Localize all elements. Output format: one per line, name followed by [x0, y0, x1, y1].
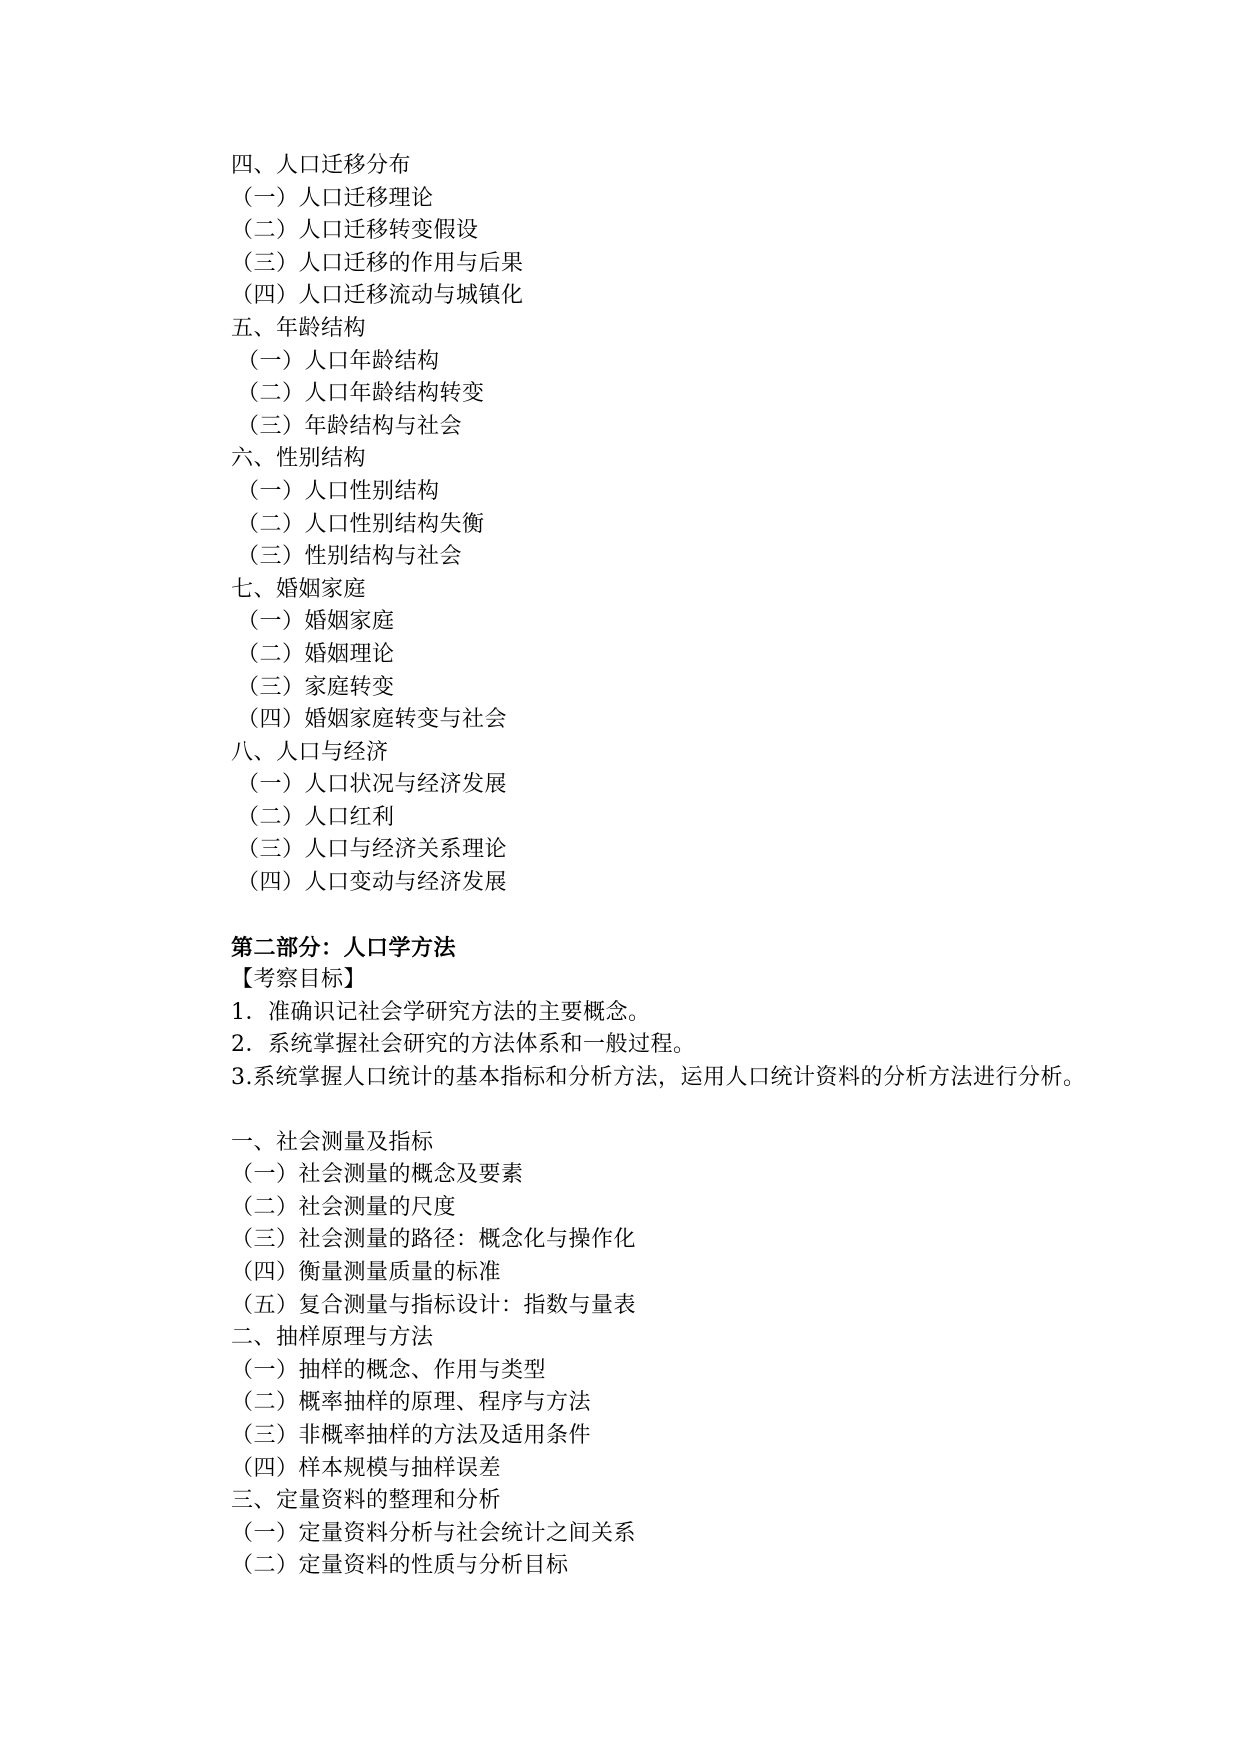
- section-heading: 五、年龄结构: [231, 315, 367, 341]
- section-item: （二）人口年龄结构转变: [237, 381, 485, 407]
- section-item: （二）人口红利: [237, 804, 395, 830]
- section-item: （二）人口性别结构失衡: [237, 511, 485, 537]
- section-item: （一）人口性别结构: [237, 478, 440, 504]
- part-title: 第二部分：人口学方法: [231, 934, 457, 961]
- section-heading: 二、抽样原理与方法: [231, 1325, 434, 1351]
- section-item: （一）抽样的概念、作用与类型: [231, 1357, 547, 1383]
- section-item: （二）概率抽样的原理、程序与方法: [231, 1390, 592, 1416]
- section-item: （一）婚姻家庭: [237, 609, 395, 635]
- section-item: （三）年龄结构与社会: [237, 413, 463, 439]
- section-item: （四）衡量测量质量的标准: [231, 1260, 502, 1285]
- objective-item: 2．系统掌握社会研究的方法体系和一般过程。: [231, 1032, 696, 1058]
- section-item: （三）非概率抽样的方法及适用条件: [231, 1422, 592, 1448]
- section-item: （五）复合测量与指标设计：指数与量表: [231, 1292, 637, 1318]
- section-heading: 八、人口与经济: [231, 739, 389, 765]
- section-item: （三）家庭转变: [237, 674, 395, 700]
- section-item: （四）人口迁移流动与城镇化: [231, 283, 524, 309]
- section-item: （一）人口年龄结构: [237, 348, 440, 374]
- objectives-heading: 【考察目标】: [231, 967, 367, 993]
- section-item: （四）样本规模与抽样误差: [231, 1455, 502, 1481]
- section-item: （二）人口迁移转变假设: [231, 218, 479, 244]
- section-heading: 四、人口迁移分布: [231, 153, 412, 178]
- section-item: （一）定量资料分析与社会统计之间关系: [231, 1520, 637, 1546]
- section-item: （三）性别结构与社会: [237, 544, 463, 570]
- objective-item: 1．准确识记社会学研究方法的主要概念。: [231, 999, 651, 1025]
- section-heading: 六、性别结构: [231, 446, 367, 472]
- section-item: （四）婚姻家庭转变与社会: [237, 707, 508, 733]
- section-heading: 一、社会测量及指标: [231, 1129, 434, 1155]
- section-item: （二）婚姻理论: [237, 641, 395, 667]
- section-item: （一）人口迁移理论: [231, 185, 434, 211]
- section-item: （二）社会测量的尺度: [231, 1194, 457, 1220]
- objective-item: 3.系统掌握人口统计的基本指标和分析方法，运用人口统计资料的分析方法进行分析。: [231, 1065, 1086, 1091]
- page-content: [231, 150, 1131, 1583]
- spacer: [231, 1095, 1131, 1127]
- section-item: （三）人口与经济关系理论: [237, 837, 508, 863]
- section-heading: 七、婚姻家庭: [231, 576, 367, 602]
- section-heading: 三、定量资料的整理和分析: [231, 1488, 502, 1514]
- section-item: （三）社会测量的路径：概念化与操作化: [231, 1227, 637, 1253]
- section-item: （一）社会测量的概念及要素: [231, 1162, 524, 1188]
- section-item: （三）人口迁移的作用与后果: [231, 250, 524, 276]
- section-item: （二）定量资料的性质与分析目标: [231, 1553, 569, 1579]
- section-item: （一）人口状况与经济发展: [237, 772, 508, 798]
- section-item: （四）人口变动与经济发展: [237, 870, 508, 896]
